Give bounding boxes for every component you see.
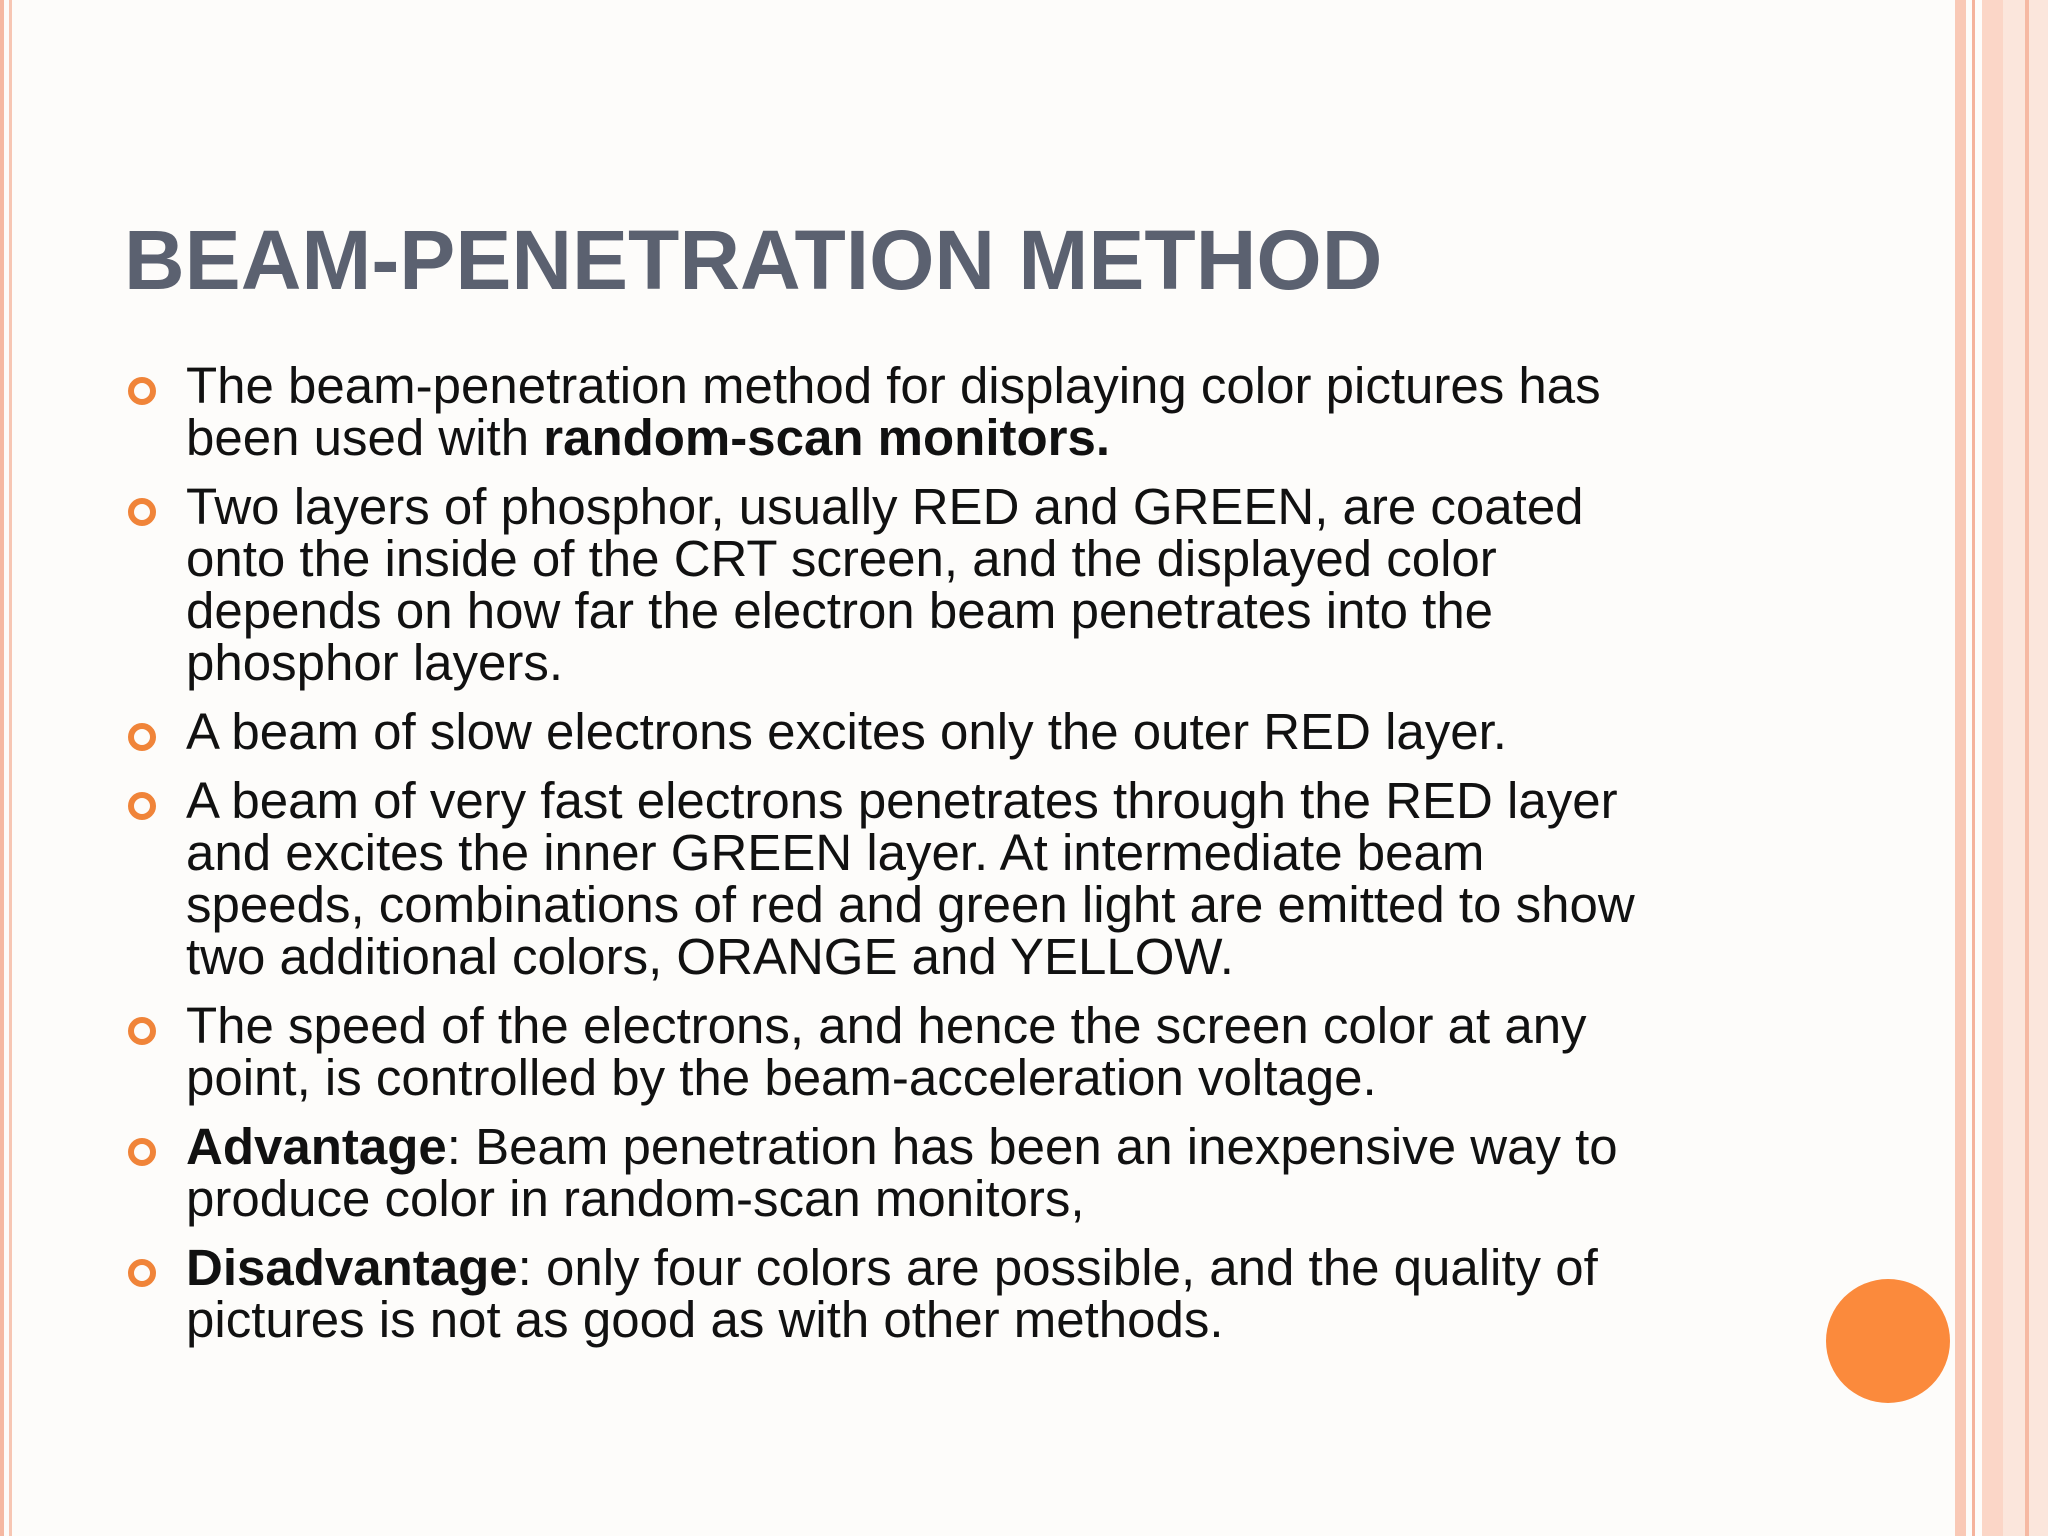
ring-bullet-icon [128,723,156,751]
bullet-line: phosphor layers. [186,634,564,691]
bullet-line-text: : Beam penetration has been an inexpensive way to [446,1118,1618,1175]
bullet-line: depends on how far the electron beam penetrates into the [186,582,1494,639]
bullet-item [124,703,1764,760]
right-border-stripe-5 [2025,0,2029,1536]
bullet-line: speeds, combinations of red and green light are emitted to show [186,876,1635,933]
bullet-item-disadvantage [124,1239,1764,1348]
left-border-stripe [0,0,4,1536]
right-border-stripe-2 [1972,0,1975,1536]
bullet-list [124,357,1764,1363]
bullet-line [186,1118,1764,1175]
ring-bullet-icon [128,377,156,405]
bullet-line: and excites the inner GREEN layer. At intermediate beam [186,824,1485,881]
bullet-line: A beam of very fast electrons penetrates through the RED layer [186,772,1618,829]
ring-bullet-icon [128,1138,156,1166]
bullet-line: produce color in random-scan monitors, [186,1170,1085,1227]
ring-bullet-icon [128,498,156,526]
ring-bullet-icon [128,792,156,820]
bullet-line: A beam of slow electrons excites only the outer RED layer. [186,703,1507,760]
bullet-line: point, is controlled by the beam-acceleration voltage. [186,1049,1377,1106]
bullet-line: onto the inside of the CRT screen, and the displayed color [186,530,1497,587]
bullet-bold-text: random-scan monitors. [543,409,1111,466]
bullet-line [186,409,1764,466]
bullet-bold-text: Advantage [186,1118,447,1175]
orange-circle-decoration [1826,1279,1950,1403]
bullet-line: The beam-penetration method for displaying color pictures has [186,357,1601,414]
bullet-bold-text: Disadvantage [186,1239,518,1296]
right-border-stripe-3 [1982,0,2003,1536]
bullet-line-text: been used with [186,409,544,466]
bullet-line: pictures is not as good as with other methods. [186,1291,1224,1348]
left-border-stripe-inner [9,0,12,1536]
ring-bullet-icon [128,1259,156,1287]
ring-bullet-icon [128,1017,156,1045]
slide-title: BEAM-PENETRATION METHOD [124,213,1383,307]
bullet-line-text: : only four colors are possible, and the quality of [517,1239,1598,1296]
bullet-item-advantage [124,1118,1764,1227]
bullet-item [124,357,1764,466]
bullet-line: two additional colors, ORANGE and YELLOW. [186,928,1234,985]
bullet-item [124,772,1764,985]
bullet-line [186,1239,1764,1296]
bullet-line: Two layers of phosphor, usually RED and GREEN, are coated [186,478,1584,535]
bullet-item [124,478,1764,691]
bullet-item [124,997,1764,1106]
bullet-line: The speed of the electrons, and hence the screen color at any [186,997,1587,1054]
right-border-stripe-1 [1955,0,1966,1536]
